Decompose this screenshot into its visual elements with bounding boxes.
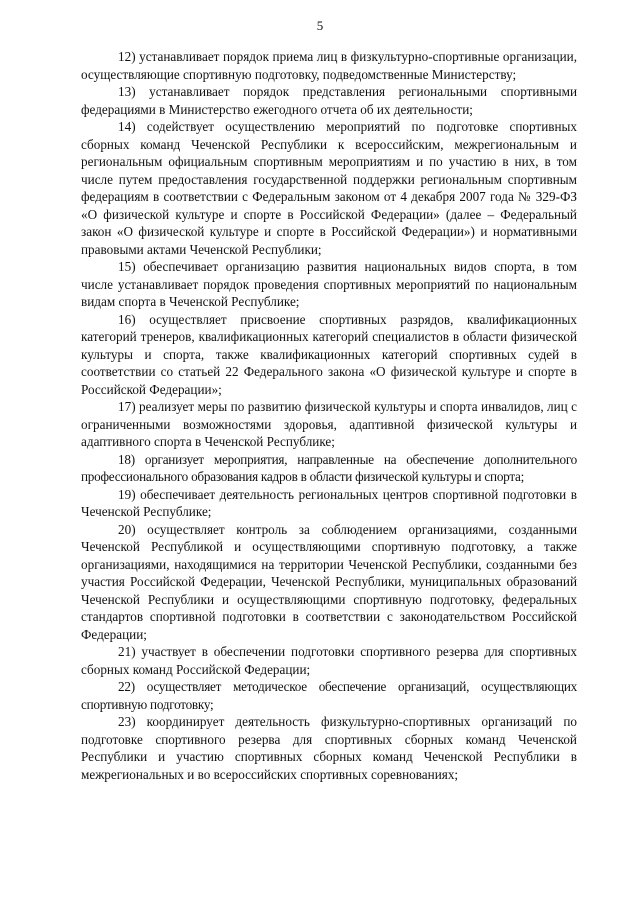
paragraph-item-19: 19) обеспечивает деятельность региональных центров спортивной подготовки в Чеченской Республике; (81, 486, 577, 519)
paragraph-item-18: 18) организует мероприятия, направленные на обеспечение дополнительного профессионального образования кадров в области физической культуры и спорта; (81, 451, 577, 484)
paragraph-item-16: 16) осуществляет присвоение спортивных разрядов, квалификационных категорий тренеров, квалификационных категорий специалистов в области физической культуры и спорта, также квалификационных категорий спортивных судей в соответствии со статьей 22 Федерального закона «О физической культуре и спорте в Российской Федерации»; (81, 311, 577, 397)
page-number: 5 (316, 18, 324, 33)
paragraph-item-14: 14) содействует осуществлению мероприятий по подготовке спортивных сборных команд Чеченской Республики к всероссийским, межрегиональным и региональным официальным спортивным мероприятиям и по участию в них, в том числе путем предоставления государственной поддержки региональным спортивным федерациям в соответствии с Федеральным законом от 4 декабря 2007 года № 329-ФЗ «О физической культуре и спорте в Российской Федерации» (далее – Федеральный закон «О физической культуре и спорте в Российской Федерации») и нормативными правовыми актами Чеченской Республики; (81, 119, 577, 257)
paragraph-item-15: 15) обеспечивает организацию развития национальных видов спорта, в том числе устанавливает порядок проведения спортивных мероприятий по национальным видам спорта в Чеченской Республике; (81, 259, 577, 309)
paragraph-item-21: 21) участвует в обеспечении подготовки спортивного резерва для спортивных сборных команд Российской Федерации; (81, 644, 577, 677)
paragraph-item-23: 23) координирует деятельность физкультурно-спортивных организаций по подготовке спортивного резерва для спортивных сборных команд Чеченской Республики и участию спортивных сборных команд Чеченской Республики в межрегиональных и во всероссийских спортивных соревнованиях; (81, 714, 577, 782)
paragraph-item-22: 22) осуществляет методическое обеспечение организаций, осуществляющих спортивную подготовку; (81, 679, 577, 712)
paragraph-item-17: 17) реализует меры по развитию физической культуры и спорта инвалидов, лиц с ограниченными возможностями здоровья, адаптивной физической культуры и адаптивного спорта в Чеченской Республике; (81, 399, 577, 449)
paragraph-item-12: 12) устанавливает порядок приема лиц в физкультурно-спортивные организации, осуществляющие спортивную подготовку, подведомственные Министерству; (81, 49, 577, 82)
paragraph-item-20: 20) осуществляет контроль за соблюдением организациями, созданными Чеченской Республикой и осуществляющими спортивную подготовку, а также организациями, находящимися на территории Чеченской Республики, созданными без участия Российской Федерации, Чеченской Республики, муниципальных образований Чеченской Республики и осуществляющими спортивную подготовку, федеральных стандартов спортивной подготовки в соответствии с законодательством Российской Федерации; (81, 521, 577, 642)
paragraph-item-13: 13) устанавливает порядок представления региональными спортивными федерациями в Министерство ежегодного отчета об их деятельности; (81, 84, 577, 117)
document-body (81, 48, 577, 783)
